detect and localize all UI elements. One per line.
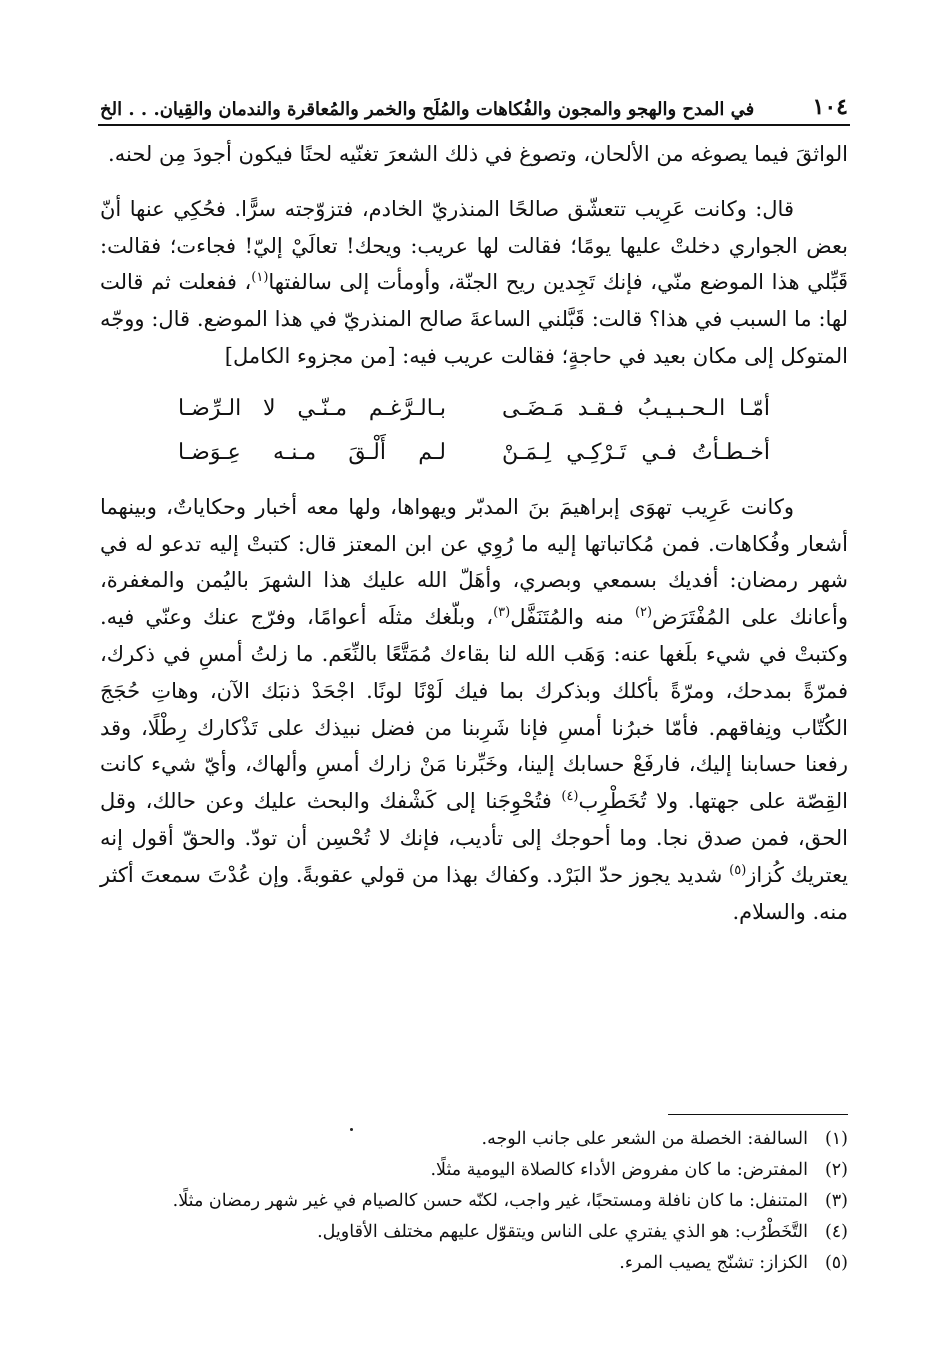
paragraph-gap <box>100 173 848 191</box>
footnote-ref-5: (٥) <box>729 862 747 878</box>
footnote-text: المتنفل: ما كان نافلة ومستحبًا، غير واجب، لكنّه حسن كالصيام في غير شهر رمضان مثلًا. <box>172 1191 808 1211</box>
footnote-number: (٢) <box>824 1160 848 1180</box>
paragraph-3-text-b: منه والمُتَنَفَّل <box>510 605 635 630</box>
running-title: في المدح والهجو والمجون والفُكاهات والمُلَح والخمر والمُعاقرة والندمان والقِيان. . . الخ <box>100 99 755 120</box>
paragraph-3-text-a: وكانت عَرِيب تهوَى إبراهيمَ بنَ المدبّر ويهواها، ولها معه أخبار وحكاياتٌ، وبينهما أشعار وفُكاهات. فمن مُكاتباتها إليه ما رُوِي عن ابن المعتز قال: كتبتْ إليه تدعو له في شهر رمضان: أفديك بسمعي وبصري، وأهَلّ الله عليك هذا الشهرَ باليُمن والمغفرة، وأعانك على المُفْتَرَض <box>100 494 849 630</box>
paragraph-2-text-a: قال: وكانت عَرِيب تتعشّق صالحًا المنذريّ الخادم، فتزوّجته سرًّا. فحُكِي عنها أنّ بعض الجواري دخلتْ عليها يومًا؛ فقالت لها عريب: ويحك! تعالَيْ إليّ! فجاءت؛ فقالت: قَبِّلي هذا الموضع منّي، فإنك تَجِدين ريح الجنّة، وأومأت إلى سالفتها <box>100 196 848 295</box>
footnote-number: (٤) <box>824 1222 848 1242</box>
footnote-3 <box>100 1186 848 1217</box>
paragraph-3 <box>100 489 848 931</box>
page-number: ١٠٤ <box>812 94 848 120</box>
paragraph-2 <box>100 191 848 375</box>
paragraph-1: الواثقَ فيما يصوغه من الألحان، وتصوغ في ذلك الشعرَ تغنّيه لحنًا فيكون أجودَ مِن لحنه. <box>108 142 848 166</box>
page-header <box>100 84 848 120</box>
verse-2-first-hemistich: أخـطـأتُ فـي تَـرْكِـي لِـمَـنْ <box>502 439 770 465</box>
verse-1 <box>100 387 848 431</box>
verse-1-second-hemistich: بـالـرَّغـم مـنّـي لا الـرِّضـا <box>178 395 446 421</box>
footnote-ref-1: (١) <box>251 270 269 286</box>
footnote-1 <box>100 1124 848 1155</box>
poem <box>100 387 848 475</box>
verse-2 <box>100 431 848 475</box>
footnote-ref-3: (٣) <box>493 605 511 621</box>
footnote-number: (١) <box>824 1129 848 1149</box>
footnote-text: السالفة: الخصلة من الشعر على جانب الوجه. <box>481 1129 808 1149</box>
verse-2-second-hemistich: لـم أَلْـقَ مـنـه عِـوَضـا <box>178 439 446 465</box>
footnote-number: (٣) <box>824 1191 848 1211</box>
verse-1-first-hemistich: أمّـا الـحـبـيـبُ فـقـد مَـضَـى <box>502 395 770 421</box>
footnote-5 <box>100 1248 848 1279</box>
header-rule <box>98 124 850 126</box>
footnotes <box>100 1124 848 1279</box>
footnote-number: (٥) <box>824 1253 848 1273</box>
paragraph-3-text-c: ، وبلّغك مثلَه أعوامًا، وفرّج عنك وعنّي فيه. وكتبتْ في شيء بلَغها عنه: وَهَب الله لنا بقاءك مُمَتَّعًا بالنِّعَم. ما زلتُ أمسِ في ذكرك، فمرّةً بمدحك، ومرّةً بأكلك وبذكرك بما فيك لَوْنًا لونًا. اجْحَدْ ذنبَك الآن، وهاتِ حُجَجَ الكُتّاب ونِفاقهم. فأمّا خبرُنا أمسِ فإنا شَرِبنا من فضل نبيذك على تَذْكارك رِطْلًا، وقد رفعنا حسابنا إليك، فارفَعْ حسابك إلينا، وخَبِّرنا مَنْ زارك أمسِ وألهاك، وأيّ شيء كانت القِصّة على جهتها. ولا تُخَطْرِب <box>100 605 848 814</box>
footnote-2 <box>100 1155 848 1186</box>
footnote-rule <box>668 1114 848 1115</box>
main-text <box>100 136 848 930</box>
paragraph-2-text-b: ، ففعلت ثم قالت لها: ما السبب في هذا؟ قالت: قَبَّلني الساعةَ صالح المنذريّ في هذا الموضع. قال: ووجّه المتوكل إلى مكان بعيد في حاجةٍ؛ فقالت عريب فيه: [من مجزوء الكامل] <box>100 270 848 368</box>
paragraph-3-text-e: شديد يجوز حدّ البَرْد. وكفاك بهذا من قولي عقوبةً. وإن عُدْتَ سمعتَ أكثر منه. والسلام. <box>100 862 848 924</box>
footnote-text: الكزاز: تشنّج يصيب المرء. <box>619 1253 808 1273</box>
footnote-ref-4: (٤) <box>561 789 579 805</box>
footnote-4 <box>100 1217 848 1248</box>
footnote-text: المفترض: ما كان مفروض الأداء كالصلاة اليومية مثلًا. <box>430 1160 808 1180</box>
paragraph-3-text-d: فتُحْوِجَنا إلى كَشْفك والبحث عليك وعن حالك، وقل الحق، فمن صدق نجا. وما أحوجك إلى تأديب، فإنك لا تُحْسِن أن تودّ. والحقّ أقول إنه يعتريك كُزاز <box>100 789 848 887</box>
footnote-text: التَّخَطْرُب: هو الذي يفتري على الناس ويتقوّل عليهم مختلف الأقاويل. <box>317 1222 808 1242</box>
footnote-ref-2: (٢) <box>634 605 653 621</box>
